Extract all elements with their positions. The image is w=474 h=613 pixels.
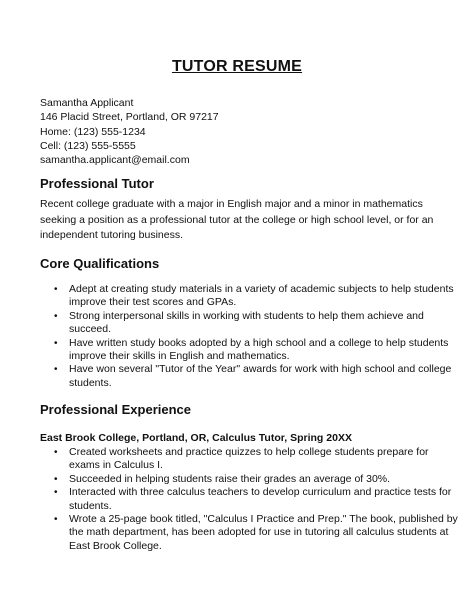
contact-name: Samantha Applicant (40, 97, 134, 109)
bullet-icon: • (54, 337, 58, 349)
resume-title: TUTOR RESUME (171, 58, 303, 75)
list-item: • Interacted with three calculus teachers to develop curriculum and practice tests for students. (54, 486, 452, 512)
bullet-icon: • (54, 447, 58, 458)
list-item: • Created worksheets and practice quizzes to help college students prepare for exams in Calculus I. (54, 446, 429, 472)
bullet-icon: • (54, 473, 58, 485)
bullet-icon: • (54, 514, 58, 526)
bullet-icon: • (54, 487, 58, 499)
contact-home-phone: Home: (123) 555-1234 (40, 125, 146, 138)
list-item: • Strong interpersonal skills in working with students to help them achieve and succeed. (54, 309, 424, 336)
list-item: • Have written study books adopted by a high school and a college to help students improve their skills in English and mathematics. (54, 336, 449, 363)
list-item: • Have won several "Tutor of the Year" awards for work with high school and college students. (54, 363, 452, 389)
list-item: • Adept at creating study materials in a variety of academic subjects to help students improve their test scores and GPAs. (54, 283, 454, 309)
job-title: East Brook College, Portland, OR, Calculus Tutor, Spring 20XX (40, 432, 352, 444)
qualifications-list (53, 283, 461, 390)
qualifications-heading: Core Qualifications (40, 256, 160, 271)
contact-block (40, 96, 219, 167)
experience-heading: Professional Experience (40, 402, 192, 417)
contact-cell-phone: Cell: (123) 555-5555 (40, 139, 136, 152)
contact-address: 146 Placid Street, Portland, OR 97217 (40, 111, 219, 124)
bullet-icon: • (54, 284, 58, 295)
experience-list (53, 446, 461, 553)
contact-email: samantha.applicant@email.com (40, 154, 190, 167)
bullet-icon: • (54, 310, 58, 322)
list-item: • Succeeded in helping students raise their grades an average of 30%. (54, 472, 391, 485)
objective-heading: Professional Tutor (40, 176, 154, 191)
list-item: • Wrote a 25-page book titled, "Calculus I Practice and Prep." The book, published by the math department, has been adopted for use in tutoring all calculus students at East Brook College. (54, 513, 458, 552)
objective-text: Recent college graduate with a major in English major and a minor in mathematics seeking a position as a professional tutor at the college or high school level, or for an independent tutoring business. (40, 198, 434, 241)
bullet-icon: • (54, 364, 58, 376)
